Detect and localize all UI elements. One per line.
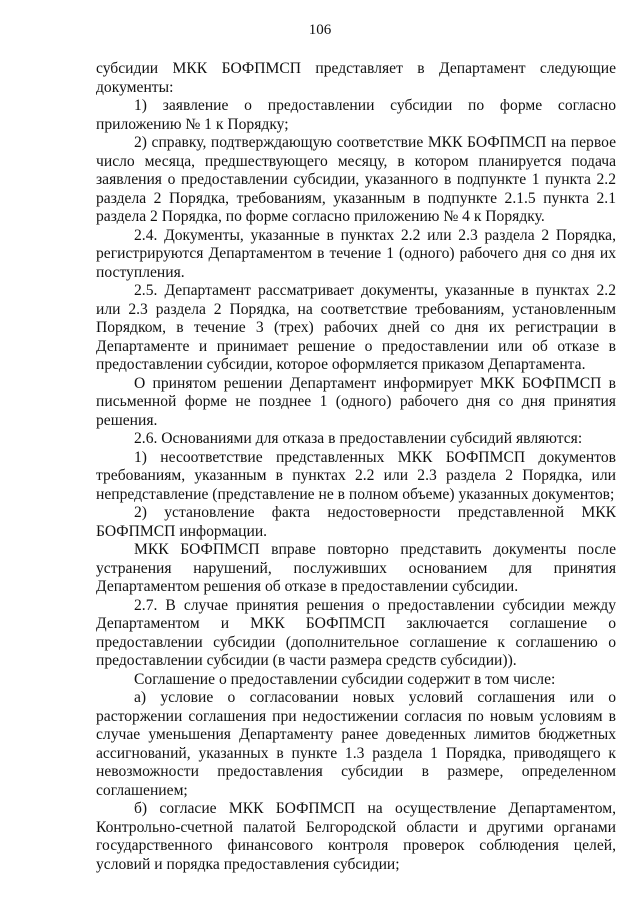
paragraph-refusal-1: 1) несоответствие представленных МКК БОФПМСП документов требованиям, указанным в пунктах 2.2 или 2.3 раздела 2 Порядка, или непредставление (представление не в полном объеме) указанных документов;	[96, 448, 616, 503]
paragraph-2-5: 2.5. Департамент рассматривает документы, указанные в пунктах 2.2 или 2.3 раздела 2 Порядка, на соответствие требованиям, установленным Порядком, в течение 3 (трех) рабочих дней со дня их регистрации в Департаменте и принимает решение о предоставлении или об отказе в предоставлении субсидии, которое оформляется приказом Департамента.	[96, 282, 616, 373]
paragraph-2-6: 2.6. Основаниями для отказа в предоставлении субсидий являются:	[134, 430, 583, 447]
paragraph-item-a: а) условие о согласовании новых условий соглашения или о расторжении соглашения при недостижении согласия по новым условиям в случае уменьшения Департаменту ранее доведенных лимитов бюджетных ассигнований, указанных в пункте 1.3 раздела 1 Порядка, приводящего к невозможности предоставления субсидии в размере, определенном соглашением;	[96, 689, 616, 799]
paragraph-decision-notice: О принятом решении Департамент информирует МКК БОФПМСП в письменной форме не позднее 1 (одного) рабочего дня со дня принятия решения.	[96, 374, 616, 429]
page-number: 106	[308, 22, 332, 38]
paragraph-2-4: 2.4. Документы, указанные в пунктах 2.2 или 2.3 раздела 2 Порядка, регистрируются Департаментом в течение 1 (одного) рабочего дня со дня их поступления.	[96, 226, 616, 281]
paragraph-2-7: 2.7. В случае принятия решения о предоставлении субсидии между Департаментом и МКК БОФПМСП заключается соглашение о предоставлении субсидии (дополнительное соглашение к соглашению о предоставлении субсидии (в части размера средств субсидии)).	[96, 596, 616, 669]
paragraph-agreement-contents: Соглашение о предоставлении субсидии содержит в том числе:	[134, 670, 556, 688]
paragraph-refusal-2: 2) установление факта недостоверности представленной МКК БОФПМСП информации.	[96, 504, 616, 540]
paragraph-item-2: 2) справку, подтверждающую соответствие МКК БОФПМСП на первое число месяца, предшествующего месяцу, в котором планируется подача заявления о предоставлении субсидии, указанного в подпункте 1 пункта 2.2 раздела 2 Порядка, требованиям, указанным в подпункте 2.1.5 пункта 2.1 раздела 2 Порядка, по форме согласно приложению № 4 к Порядку.	[96, 134, 616, 225]
paragraph-continuation: субсидии МКК БОФПМСП представляет в Департамент следующие документы:	[96, 60, 616, 96]
paragraph-resubmission: МКК БОФПМСП вправе повторно представить документы после устранения нарушений, послуживших основанием для принятия Департаментом решения об отказе в предоставлении субсидии.	[96, 541, 616, 595]
document-body	[96, 60, 616, 874]
paragraph-item-b: б) согласие МКК БОФПМСП на осуществление Департаментом, Контрольно-счетной палатой Белгородской области и другими органами государственного финансового контроля проверок соблюдения целей, условий и порядка предоставления субсидии;	[96, 800, 616, 873]
paragraph-item-1: 1) заявление о предоставлении субсидии по форме согласно приложению № 1 к Порядку;	[96, 97, 616, 133]
